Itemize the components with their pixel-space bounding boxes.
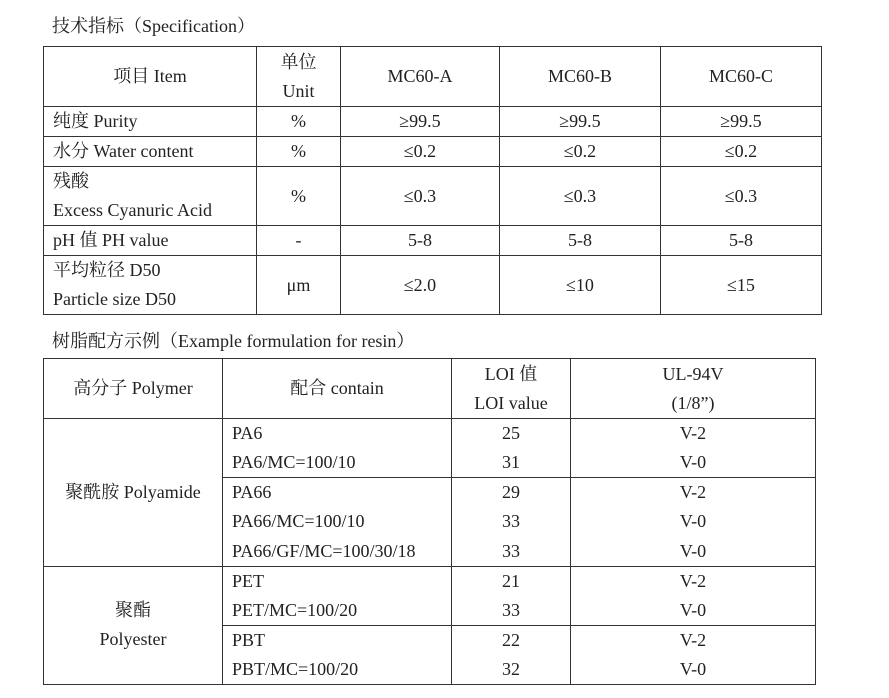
spec-value: ≥99.5	[500, 107, 661, 137]
header-loi-en: LOI value	[474, 392, 548, 413]
formulation-contain: PA6	[223, 419, 452, 449]
spec-row	[44, 137, 822, 167]
spec-item-label: Excess Cyanuric Acid	[53, 200, 212, 220]
formulation-ul94: V-2	[571, 478, 816, 508]
polymer-cell	[44, 419, 223, 567]
formulation-loi: 21	[452, 566, 571, 596]
formulation-ul94: V-2	[571, 625, 816, 655]
spec-unit: %	[257, 137, 341, 167]
spec-unit: -	[257, 226, 341, 256]
spec-value: ≤2.0	[341, 256, 500, 315]
spec-item-cell	[44, 107, 257, 137]
resin-row	[44, 419, 816, 449]
formulation-contain: PA66	[223, 478, 452, 508]
header-polymer: 高分子 Polymer	[44, 359, 223, 419]
resin-formulation-table	[43, 358, 816, 685]
header-unit-en: Unit	[282, 80, 315, 101]
specification-table	[43, 46, 822, 315]
header-grade-b: MC60-B	[500, 47, 661, 107]
spec-title: 技术指标（Specification）	[52, 16, 255, 36]
spec-unit: μm	[257, 256, 341, 315]
spec-unit: %	[257, 167, 341, 226]
resin-title: 树脂配方示例（Example formulation for resin）	[52, 331, 415, 351]
polymer-name: 聚酯	[115, 600, 151, 620]
polymer-name: Polyester	[99, 629, 167, 649]
header-unit-cn: 单位	[280, 51, 317, 72]
resin-header-row	[44, 359, 816, 419]
formulation-ul94: V-0	[571, 448, 816, 478]
formulation-ul94: V-0	[571, 596, 816, 626]
spec-value: 5-8	[661, 226, 822, 256]
spec-item-label: pH 值 PH value	[53, 230, 169, 250]
spec-item-cell	[44, 226, 257, 256]
formulation-loi: 32	[452, 655, 571, 685]
spec-value: 5-8	[341, 226, 500, 256]
spec-item-cell	[44, 167, 257, 226]
formulation-loi: 22	[452, 625, 571, 655]
formulation-contain: PA66/MC=100/10	[223, 507, 452, 537]
spec-item-label: 平均粒径 D50	[53, 260, 161, 280]
formulation-ul94: V-2	[571, 566, 816, 596]
formulation-loi: 29	[452, 478, 571, 508]
spec-item-cell	[44, 137, 257, 167]
formulation-loi: 25	[452, 419, 571, 449]
header-ul94-sub: (1/8”)	[671, 392, 715, 413]
spec-row	[44, 167, 822, 226]
formulation-loi: 33	[452, 507, 571, 537]
spec-header-row	[44, 47, 822, 107]
spec-value: ≤0.2	[661, 137, 822, 167]
spec-value: ≤10	[500, 256, 661, 315]
spec-row	[44, 107, 822, 137]
formulation-loi: 33	[452, 537, 571, 567]
header-grade-a: MC60-A	[341, 47, 500, 107]
spec-value: ≥99.5	[341, 107, 500, 137]
spec-value: ≤0.2	[341, 137, 500, 167]
spec-value: 5-8	[500, 226, 661, 256]
formulation-ul94: V-0	[571, 537, 816, 567]
header-contain: 配合 contain	[223, 359, 452, 419]
spec-value: ≤0.3	[500, 167, 661, 226]
formulation-loi: 33	[452, 596, 571, 626]
formulation-contain: PET	[223, 566, 452, 596]
spec-value: ≤0.3	[661, 167, 822, 226]
formulation-ul94: V-2	[571, 419, 816, 449]
spec-value: ≤15	[661, 256, 822, 315]
header-unit	[257, 47, 341, 107]
spec-item-cell	[44, 256, 257, 315]
polymer-cell	[44, 566, 223, 684]
spec-item-label: 水分 Water content	[53, 141, 194, 161]
formulation-contain: PBT/MC=100/20	[223, 655, 452, 685]
header-grade-c: MC60-C	[661, 47, 822, 107]
spec-value: ≥99.5	[661, 107, 822, 137]
header-item: 项目 Item	[44, 47, 257, 107]
formulation-contain: PA66/GF/MC=100/30/18	[223, 537, 452, 567]
resin-row	[44, 566, 816, 596]
formulation-ul94: V-0	[571, 655, 816, 685]
spec-item-label: 残酸	[53, 171, 89, 191]
spec-value: ≤0.3	[341, 167, 500, 226]
spec-value: ≤0.2	[500, 137, 661, 167]
formulation-ul94: V-0	[571, 507, 816, 537]
header-loi	[452, 359, 571, 419]
formulation-contain: PBT	[223, 625, 452, 655]
spec-item-label: Particle size D50	[53, 289, 176, 309]
header-ul94-title: UL-94V	[662, 363, 724, 384]
formulation-loi: 31	[452, 448, 571, 478]
header-ul94	[571, 359, 816, 419]
spec-row	[44, 256, 822, 315]
header-loi-cn: LOI 值	[484, 363, 538, 384]
formulation-contain: PA6/MC=100/10	[223, 448, 452, 478]
spec-item-label: 纯度 Purity	[53, 111, 138, 131]
spec-row	[44, 226, 822, 256]
formulation-contain: PET/MC=100/20	[223, 596, 452, 626]
spec-unit: %	[257, 107, 341, 137]
polymer-name: 聚酰胺 Polyamide	[65, 481, 201, 502]
